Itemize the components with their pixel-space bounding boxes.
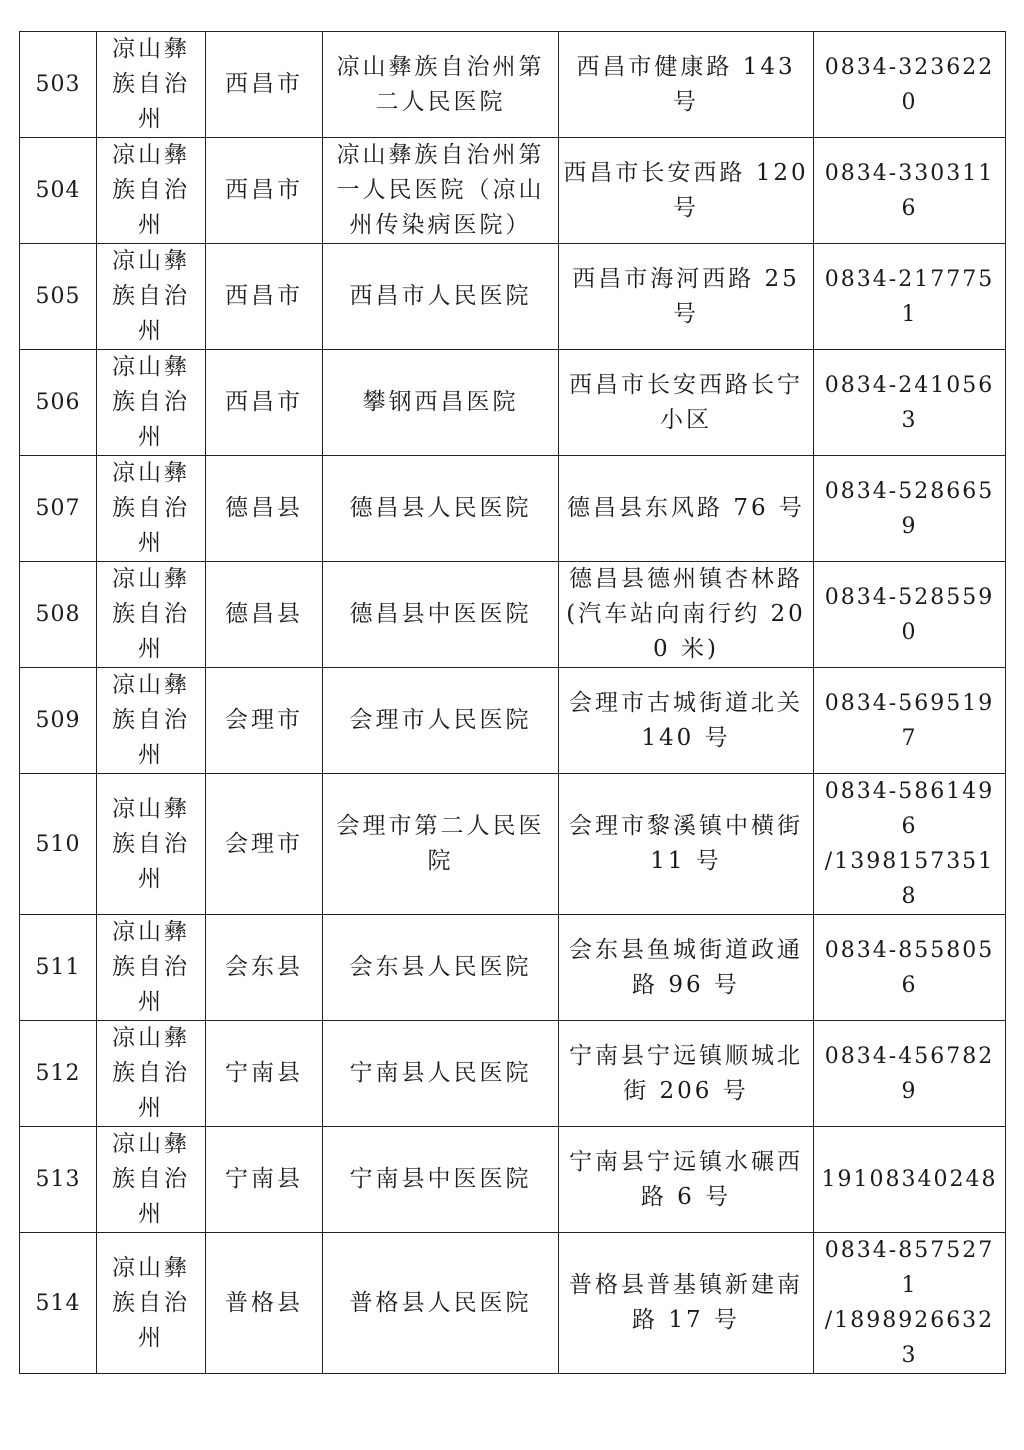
- cell-prefecture: 凉山彝族自治州: [97, 350, 206, 456]
- cell-number: 508: [20, 562, 97, 668]
- table-row: [20, 244, 1006, 350]
- cell-address: 宁南县宁远镇顺城北街 206 号: [559, 1021, 814, 1127]
- table-row: [20, 1127, 1006, 1233]
- cell-address: 德昌县东风路 76 号: [559, 456, 814, 562]
- cell-phone: [814, 456, 1006, 562]
- phone-number: 0834-5286659: [824, 478, 995, 539]
- phone-number: 0834-8575271: [824, 1238, 995, 1298]
- cell-phone: [814, 1021, 1006, 1127]
- cell-hospital: 会东县人民医院: [323, 915, 559, 1021]
- cell-county: 西昌市: [206, 244, 323, 350]
- cell-address: 西昌市长安西路长宁小区: [559, 350, 814, 456]
- cell-hospital: 普格县人民医院: [323, 1233, 559, 1374]
- cell-prefecture: 凉山彝族自治州: [97, 244, 206, 350]
- cell-prefecture: 凉山彝族自治州: [97, 1233, 206, 1374]
- cell-address: 西昌市长安西路 120 号: [559, 138, 814, 244]
- cell-prefecture: 凉山彝族自治州: [97, 32, 206, 138]
- cell-address: 西昌市健康路 143 号: [559, 32, 814, 138]
- cell-address: 普格县普基镇新建南路 17 号: [559, 1233, 814, 1374]
- table-row: [20, 774, 1006, 915]
- phone-number: 0834-4567829: [824, 1043, 995, 1104]
- table-row: [20, 138, 1006, 244]
- cell-prefecture: 凉山彝族自治州: [97, 668, 206, 774]
- cell-number: 510: [20, 774, 97, 915]
- phone-number: /18989266323: [824, 1308, 995, 1368]
- cell-address: 宁南县宁远镇水碾西路 6 号: [559, 1127, 814, 1233]
- cell-phone: [814, 1127, 1006, 1233]
- cell-county: 会理市: [206, 668, 323, 774]
- cell-number: 506: [20, 350, 97, 456]
- cell-hospital: 会理市第二人民医院: [323, 774, 559, 915]
- cell-county: 宁南县: [206, 1021, 323, 1127]
- hospital-table-page: [19, 31, 1005, 1374]
- cell-phone: [814, 915, 1006, 1021]
- table-body: [20, 32, 1006, 1374]
- cell-phone: [814, 138, 1006, 244]
- hospital-table: [19, 31, 1006, 1374]
- cell-number: 513: [20, 1127, 97, 1233]
- cell-county: 德昌县: [206, 456, 323, 562]
- table-row: [20, 1021, 1006, 1127]
- cell-prefecture: 凉山彝族自治州: [97, 562, 206, 668]
- cell-county: 会东县: [206, 915, 323, 1021]
- cell-number: 507: [20, 456, 97, 562]
- cell-number: 512: [20, 1021, 97, 1127]
- phone-number: 0834-5695197: [824, 690, 995, 751]
- cell-county: 德昌县: [206, 562, 323, 668]
- cell-hospital: 会理市人民医院: [323, 668, 559, 774]
- cell-prefecture: 凉山彝族自治州: [97, 915, 206, 1021]
- cell-prefecture: 凉山彝族自治州: [97, 774, 206, 915]
- cell-prefecture: 凉山彝族自治州: [97, 1021, 206, 1127]
- table-row: [20, 350, 1006, 456]
- cell-address: 德昌县德州镇杏林路(汽车站向南行约 200 米): [559, 562, 814, 668]
- cell-county: 西昌市: [206, 32, 323, 138]
- cell-hospital: 宁南县人民医院: [323, 1021, 559, 1127]
- cell-hospital: 凉山彝族自治州第二人民医院: [323, 32, 559, 138]
- cell-address: 会理市黎溪镇中横街 11 号: [559, 774, 814, 915]
- cell-address: 会东县鱼城街道政通路 96 号: [559, 915, 814, 1021]
- cell-number: 504: [20, 138, 97, 244]
- cell-number: 505: [20, 244, 97, 350]
- cell-phone: [814, 668, 1006, 774]
- cell-hospital: 西昌市人民医院: [323, 244, 559, 350]
- cell-prefecture: 凉山彝族自治州: [97, 138, 206, 244]
- cell-phone: [814, 350, 1006, 456]
- cell-address: 西昌市海河西路 25 号: [559, 244, 814, 350]
- table-row: [20, 32, 1006, 138]
- phone-number: 0834-5285590: [824, 584, 995, 645]
- cell-hospital: 德昌县人民医院: [323, 456, 559, 562]
- cell-phone: [814, 32, 1006, 138]
- phone-number: 0834-5861496: [824, 779, 995, 839]
- cell-phone: [814, 774, 1006, 915]
- table-row: [20, 456, 1006, 562]
- cell-address: 会理市古城街道北关 140 号: [559, 668, 814, 774]
- cell-phone: [814, 244, 1006, 350]
- cell-number: 514: [20, 1233, 97, 1374]
- cell-county: 西昌市: [206, 350, 323, 456]
- phone-number: 0834-3303116: [824, 160, 995, 221]
- phone-number: /13981573518: [824, 849, 995, 909]
- cell-number: 511: [20, 915, 97, 1021]
- cell-hospital: 攀钢西昌医院: [323, 350, 559, 456]
- phone-number: 0834-3236220: [824, 54, 995, 115]
- cell-number: 503: [20, 32, 97, 138]
- phone-number: 0834-2177751: [824, 266, 995, 327]
- cell-prefecture: 凉山彝族自治州: [97, 456, 206, 562]
- table-row: [20, 668, 1006, 774]
- table-row: [20, 1233, 1006, 1374]
- table-row: [20, 915, 1006, 1021]
- cell-county: 宁南县: [206, 1127, 323, 1233]
- cell-county: 会理市: [206, 774, 323, 915]
- table-row: [20, 562, 1006, 668]
- cell-hospital: 德昌县中医医院: [323, 562, 559, 668]
- cell-hospital: 凉山彝族自治州第一人民医院（凉山州传染病医院）: [323, 138, 559, 244]
- cell-number: 509: [20, 668, 97, 774]
- cell-prefecture: 凉山彝族自治州: [97, 1127, 206, 1233]
- cell-hospital: 宁南县中医医院: [323, 1127, 559, 1233]
- cell-phone: [814, 1233, 1006, 1374]
- phone-number: 0834-2410563: [824, 372, 995, 433]
- cell-county: 西昌市: [206, 138, 323, 244]
- cell-county: 普格县: [206, 1233, 323, 1374]
- cell-phone: [814, 562, 1006, 668]
- phone-number: 0834-8558056: [824, 937, 995, 998]
- phone-number: 19108340248: [821, 1167, 998, 1192]
